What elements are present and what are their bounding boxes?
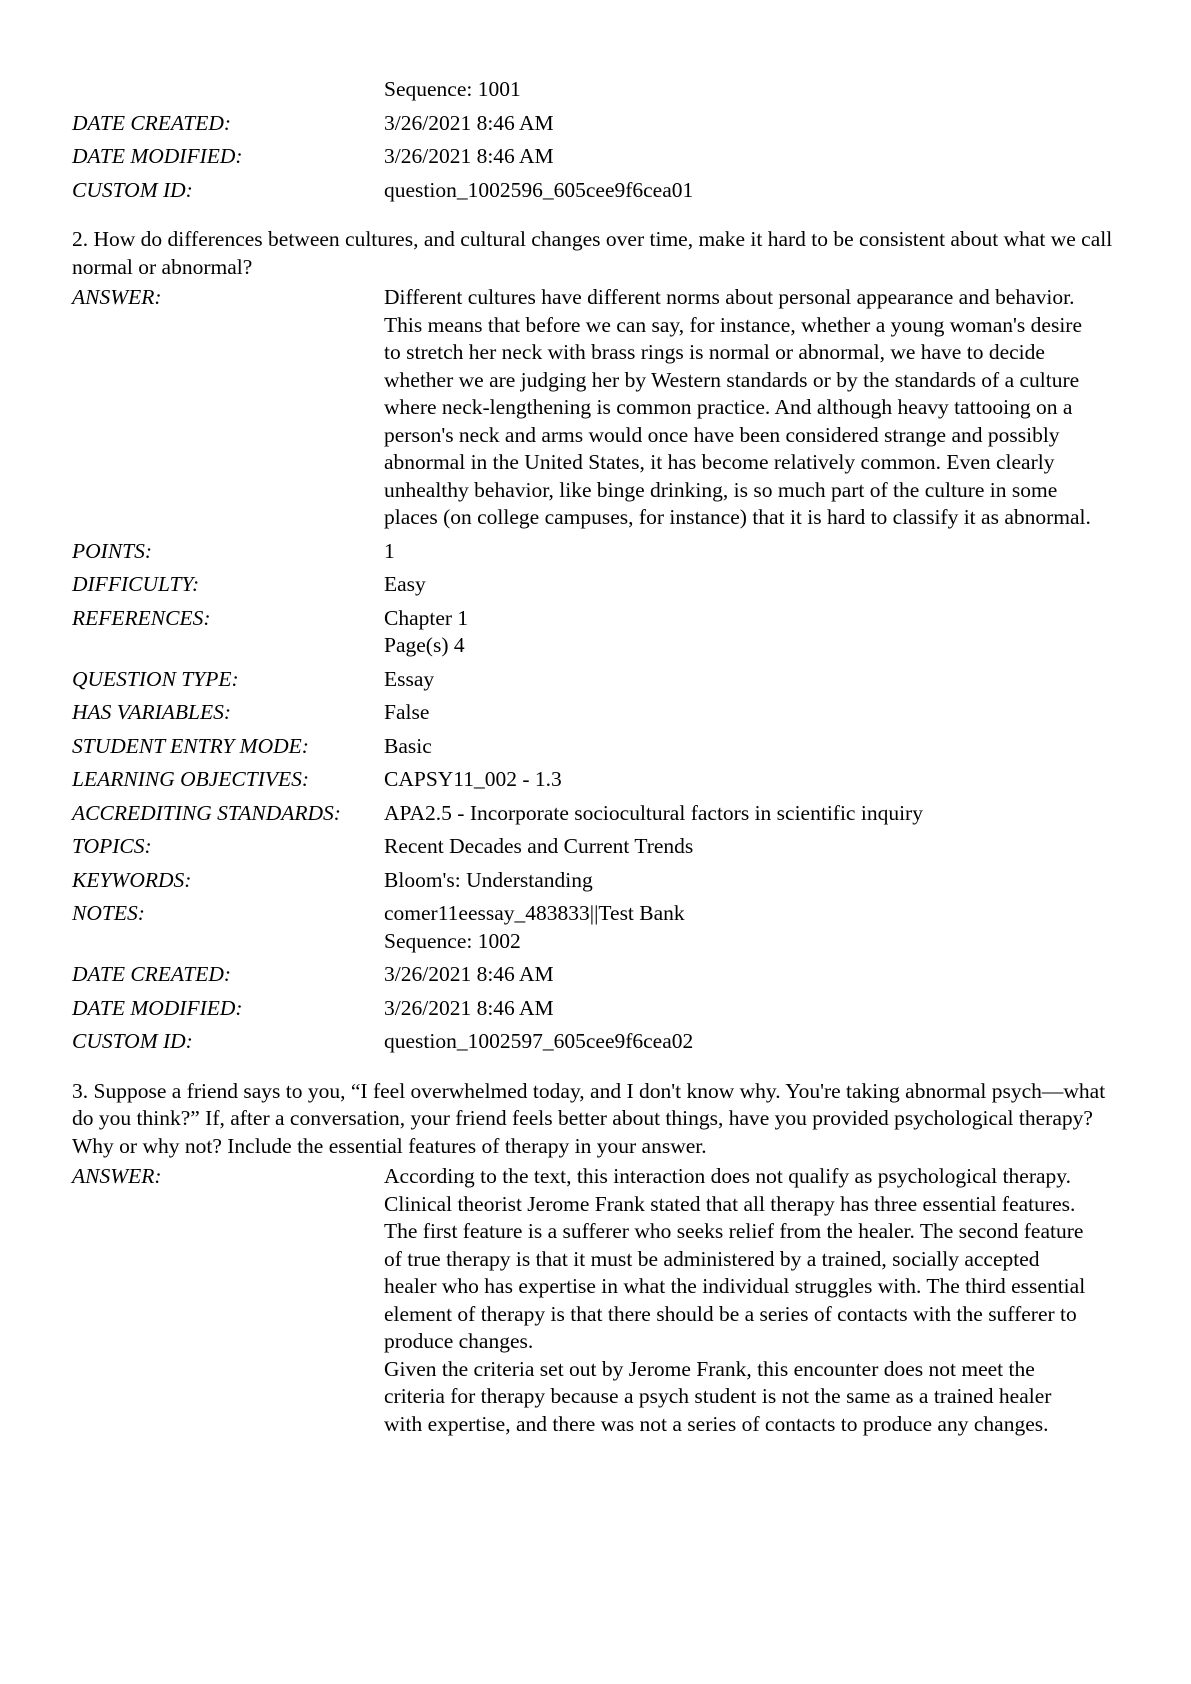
field-label: REFERENCES: [72,605,211,630]
field-row-answer [72,284,1162,532]
field-label: DATE MODIFIED: [72,144,243,168]
field-row-keywords [72,867,1162,895]
field-value: 3/26/2021 8:46 AM [384,144,554,168]
field-row-answer [72,1163,1162,1438]
field-row-accrediting-standards [72,800,1162,828]
field-label: DATE CREATED: [72,962,232,986]
document-page [72,76,1162,1438]
field-label: TOPICS: [72,834,152,858]
field-value: Bloom's: Understanding [384,867,593,892]
field-value: Easy [384,572,426,596]
field-label: ANSWER: [72,285,162,309]
field-label: KEYWORDS: [72,867,192,892]
field-value: Basic [384,733,432,758]
field-label: NOTES: [72,901,145,925]
field-value: 3/26/2021 8:46 AM [384,995,554,1020]
answer-text [384,1163,1094,1438]
field-value: question_1002597_605cee9f6cea02 [384,1029,694,1053]
sequence-value: Sequence: 1001 [384,77,521,101]
field-row-question-type [72,666,1162,694]
field-label: ACCREDITING STANDARDS: [72,800,341,825]
field-row-notes [72,900,1162,955]
field-value: 1 [384,538,395,563]
field-value: False [384,700,430,724]
field-row-custom-id [72,177,1162,205]
field-row-custom-id [72,1028,1162,1056]
question-3-text: 3. Suppose a friend says to you, “I feel overwhelmed today, and I don't know why. You're taking abnormal psych—what do you think?” If, after a conversation, your friend feels better about things, have you provided psychological therapy? Why or why not? Include the essential features of therapy in your answer. [72,1078,1106,1158]
field-row-points [72,538,1162,566]
field-label: CUSTOM ID: [72,1029,193,1053]
notes-line-1: comer11eessay_483833||Test Bank [384,901,685,925]
field-label: DATE CREATED: [72,110,232,135]
field-row-topics [72,833,1162,861]
field-row-learning-objectives [72,766,1162,794]
field-row-has-variables [72,699,1162,727]
reference-chapter: Chapter 1 [384,605,469,630]
field-label: CUSTOM ID: [72,177,193,202]
field-value: 3/26/2021 8:46 AM [384,962,554,986]
field-label: STUDENT ENTRY MODE: [72,733,309,758]
field-row-references [72,605,1162,660]
answer-paragraph-2: Given the criteria set out by Jerome Frank, this encounter does not meet the criteria for therapy because a psych student is not the same as a trained healer with expertise, and there was not a series of contacts to produce any changes. [384,1356,1052,1436]
question-2-text: 2. How do differences between cultures, and cultural changes over time, make it hard to be consistent about what we call normal or abnormal? [72,227,1113,279]
field-value: Recent Decades and Current Trends [384,834,694,858]
field-value: question_1002596_605cee9f6cea01 [384,177,694,202]
field-label: HAS VARIABLES: [72,700,232,724]
field-label: DATE MODIFIED: [72,995,243,1020]
field-row-student-entry-mode [72,733,1162,761]
field-value: Essay [384,666,435,691]
field-label: DIFFICULTY: [72,572,200,596]
answer-paragraph-1: According to the text, this interaction does not qualify as psychological therapy. Clinical theorist Jerome Frank stated that all therapy has three essential features. The first feature is a sufferer who seeks relief from the healer. The second feature of true therapy is that it must be administered by a trained, socially accepted healer who has expertise in what the individual struggles with. The third essential element of therapy is that there should be a series of contacts with the sufferer to produce changes. [384,1164,1086,1353]
field-value: APA2.5 - Incorporate sociocultural factors in scientific inquiry [384,800,923,825]
field-row-date-modified [72,995,1162,1023]
field-row-date-modified [72,143,1162,171]
field-label: POINTS: [72,538,153,563]
answer-text: Different cultures have different norms about personal appearance and behavior. This means that before we can say, for instance, whether a young woman's desire to stretch her neck with brass rings is normal or abnormal, we have to decide whether we are judging her by Western standards or by the standards of a culture where neck-lengthening is common practice. And although heavy tattooing on a person's neck and arms would once have been considered strange and possibly abnormal in the United States, it has become relatively common. Even clearly unhealthy behavior, like binge drinking, is so much part of the culture in some places (on college campuses, for instance) that it is hard to classify it as abnormal. [384,285,1091,529]
field-value: 3/26/2021 8:46 AM [384,110,554,135]
field-row-difficulty [72,571,1162,599]
field-row-date-created [72,961,1162,989]
notes-line-2: Sequence: 1002 [384,928,521,953]
field-value [384,900,1154,955]
reference-pages: Page(s) 4 [384,633,465,657]
field-label: QUESTION TYPE: [72,666,239,691]
field-value [384,605,1154,660]
field-value: CAPSY11_002 - 1.3 [384,767,562,791]
field-row-date-created [72,110,1162,138]
field-label: ANSWER: [72,1164,162,1188]
field-row-sequence [72,76,1162,104]
field-label: LEARNING OBJECTIVES: [72,767,310,791]
